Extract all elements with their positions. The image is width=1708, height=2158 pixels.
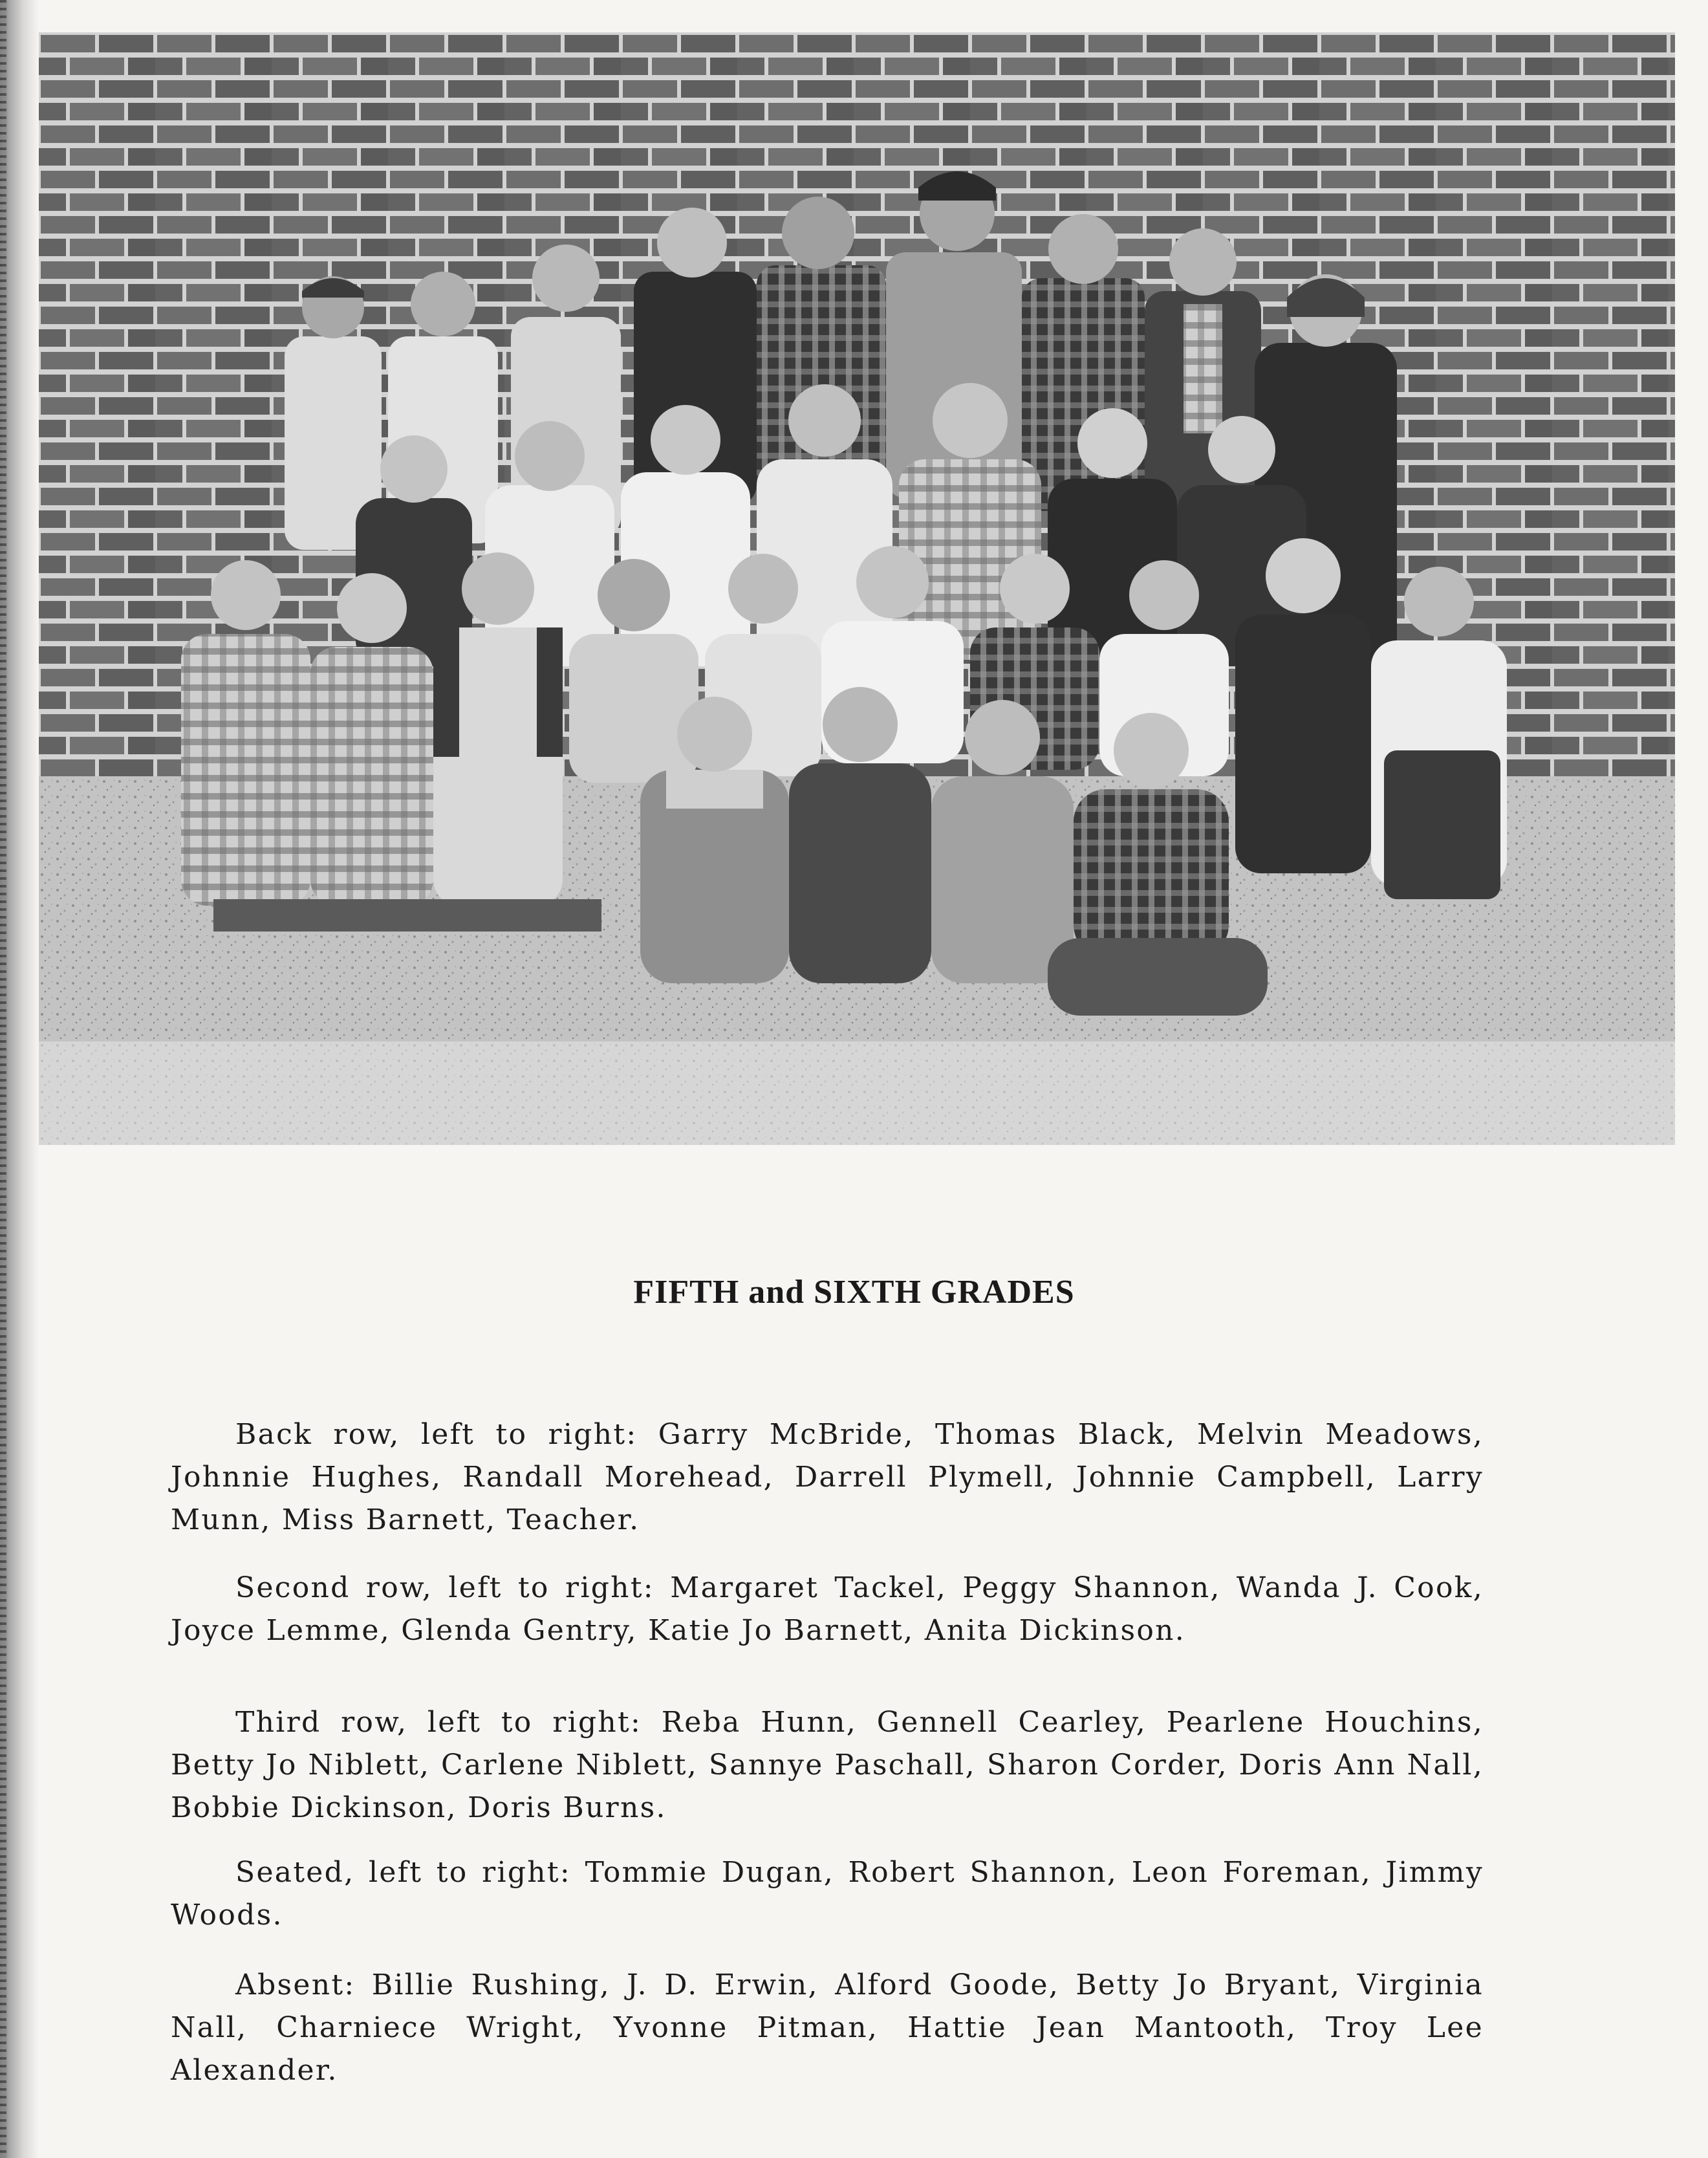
page-title: FIFTH and SIXTH GRADES — [633, 1274, 1075, 1311]
page-edge-lines — [0, 0, 6, 2158]
second-row-caption: Second row, left to right: Margaret Tackel, Peggy Shannon, Wanda J. Cook, Joyce Lemme, Glenda Gentry, Katie Jo Barnett, Anita Dickinson. — [171, 1571, 1484, 1647]
absent-caption: Absent: Billie Rushing, J. D. Erwin, Alford Goode, Betty Jo Bryant, Virginia Nall, Charniece Wright, Yvonne Pitman, Hattie Jean Mantooth, Troy Lee Alexander. — [171, 1968, 1484, 2087]
book-gutter — [0, 0, 39, 2158]
class-photograph-illustration — [39, 32, 1675, 1145]
back-row-caption: Back row, left to right: Garry McBride, Thomas Black, Melvin Meadows, Johnnie Hughes, Randall Morehead, Darrell Plymell, Johnnie Campbell, Larry Munn, Miss Barnett, Teacher. — [171, 1418, 1484, 1536]
class-photograph — [39, 32, 1675, 1145]
seated-row-caption: Seated, left to right: Tommie Dugan, Robert Shannon, Leon Foreman, Jimmy Woods. — [171, 1856, 1484, 1932]
third-row-caption: Third row, left to right: Reba Hunn, Gennell Cearley, Pearlene Houchins, Betty Jo Niblett, Carlene Niblett, Sannye Paschall, Sharon Corder, Doris Ann Nall, Bobbie Dickinson, Doris Burns. — [171, 1706, 1484, 1824]
